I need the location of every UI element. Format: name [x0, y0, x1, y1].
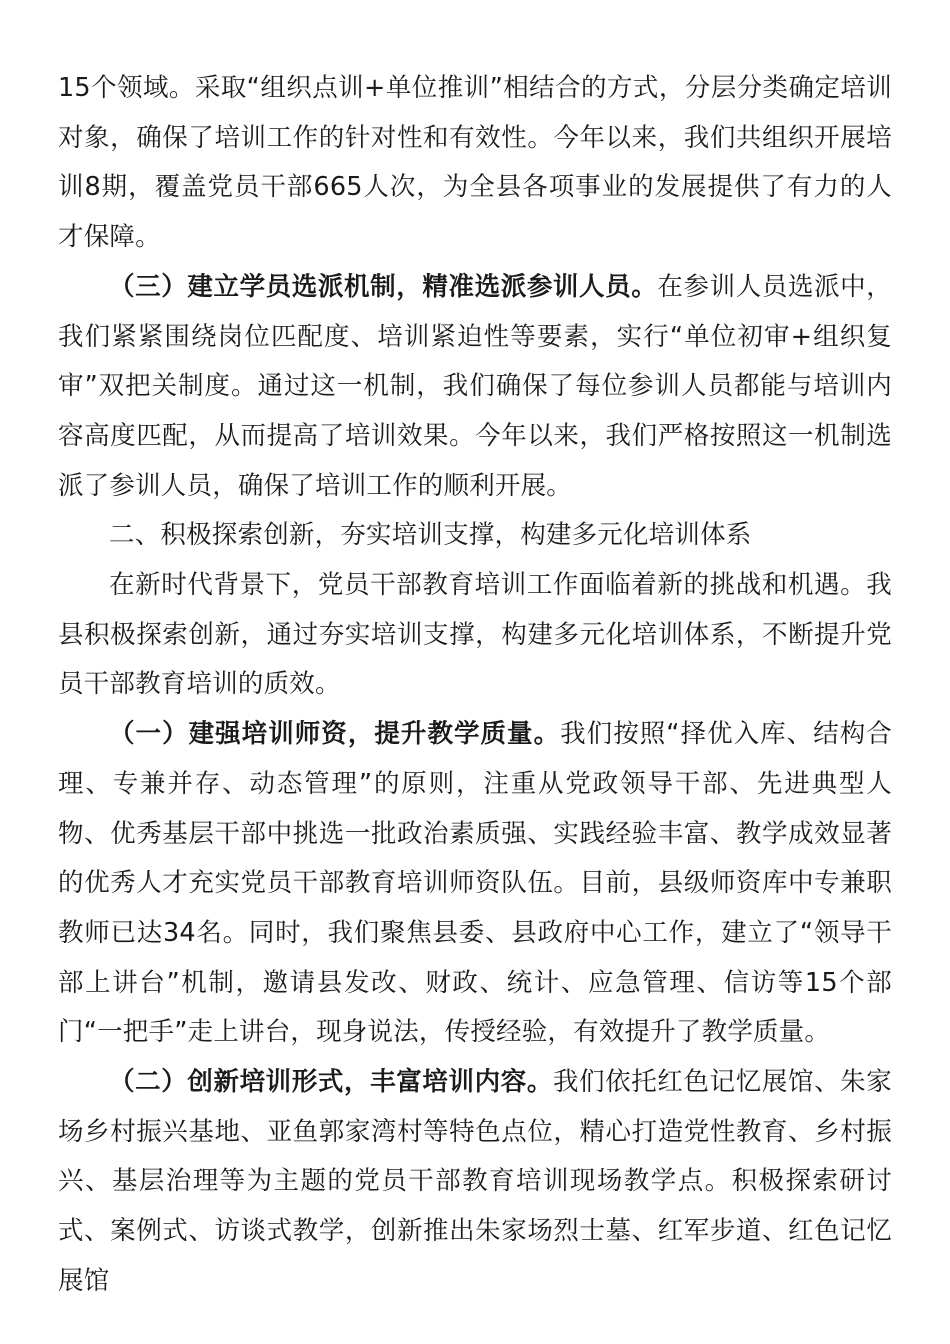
section-heading-two [58, 511, 892, 561]
paragraph-lead-heading: （三）建立学员选派机制，精准选派参训人员。 [109, 271, 658, 302]
paragraph-text: 在参训人员选派中，我们紧紧围绕岗位匹配度、培训紧迫性等要素，实行“单位初审+组织复审”双把关制度。通过这一机制，我们确保了每位参训人员都能与培训内容高度匹配，从而提高了培训效果。今年以来，我们严格按照这一机制选派了参训人员，确保了培训工作的顺利开展。 [58, 271, 892, 501]
paragraph-subsection-one [58, 710, 892, 1058]
paragraph-intro [58, 561, 892, 710]
paragraph-continuation [58, 64, 892, 263]
paragraph-lead-heading: （一）建强培训师资，提升教学质量。 [109, 719, 561, 750]
paragraph-text: 在新时代背景下，党员干部教育培训工作面临着新的挑战和机遇。我县积极探索创新，通过夯实培训支撑，构建多元化培训体系，不断提升党员干部教育培训的质效。 [58, 570, 892, 700]
paragraph-lead-heading: （二）创新培训形式，丰富培训内容。 [109, 1067, 553, 1098]
paragraph-section-three [58, 263, 892, 512]
paragraph-text: 15个领域。采取“组织点训+单位推训”相结合的方式，分层分类确定培训对象，确保了培训工作的针对性和有效性。今年以来，我们共组织开展培训8期，覆盖党员干部665人次，为全县各项事业的发展提供了有力的人才保障。 [58, 73, 892, 253]
document-page [58, 64, 892, 1307]
paragraph-text: 我们按照“择优入库、结构合理、专兼并存、动态管理”的原则，注重从党政领导干部、先进典型人物、优秀基层干部中挑选一批政治素质强、实践经验丰富、教学成效显著的优秀人才充实党员干部教育培训师资队伍。目前，县级师资库中专兼职教师已达34名。同时，我们聚焦县委、县政府中心工作，建立了“领导干部上讲台”机制，邀请县发改、财政、统计、应急管理、信访等15个部门“一把手”走上讲台，现身说法，传授经验，有效提升了教学质量。 [58, 719, 892, 1048]
paragraph-subsection-two [58, 1058, 892, 1307]
paragraph-text: 我们依托红色记忆展馆、朱家场乡村振兴基地、亚鱼郭家湾村等特色点位，精心打造党性教育、乡村振兴、基层治理等为主题的党员干部教育培训现场教学点。积极探索研讨式、案例式、访谈式教学，创新推出朱家场烈士墓、红军步道、红色记忆展馆 [58, 1067, 892, 1296]
section-heading-text: 二、积极探索创新，夯实培训支撑，构建多元化培训体系 [109, 520, 752, 551]
